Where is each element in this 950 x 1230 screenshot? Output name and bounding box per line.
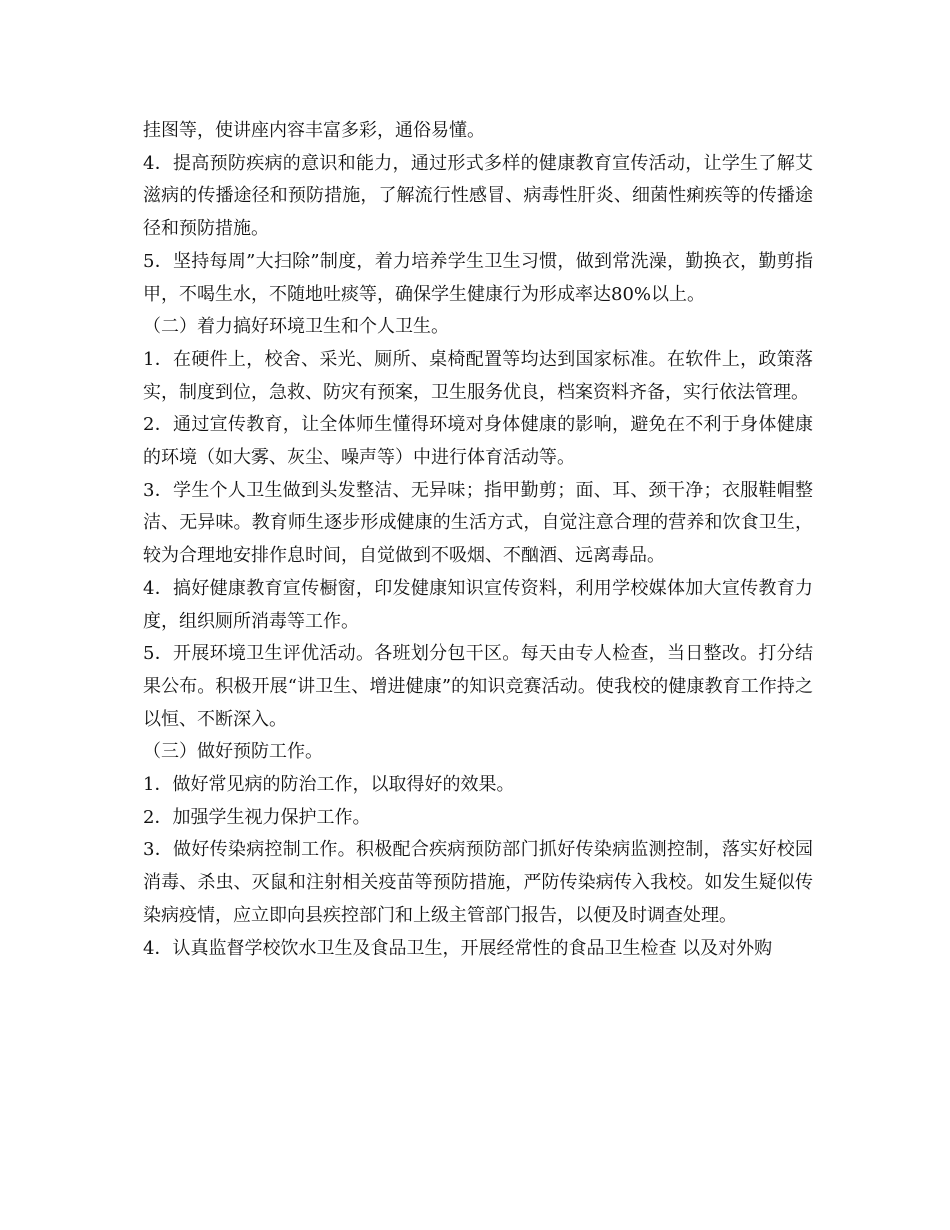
paragraph-hygiene-evaluation: 5．开展环境卫生评优活动。各班划分包干区。每天由专人检查，当日整改。打分结果公布。积极开展“讲卫生、增进健康”的知识竞赛活动。使我校的健康教育工作持之以恒、不断深入。 xyxy=(143,643,813,730)
document-body xyxy=(143,115,813,965)
paragraph-infectious-control: 3．做好传染病控制工作。积极配合疾病预防部门抓好传染病监测控制，落实好校园消毒、杀虫、灭鼠和注射相关疫苗等预防措施，严防传染病传入我校。如发生疑似传染病疫情，应立即向县疾控部门和上级主管部门报告，以便及时调查处理。 xyxy=(143,839,813,926)
paragraph-weekly-cleaning: 5．坚持每周”大扫除”制度，着力培养学生卫生习惯，做到常洗澡，勤换衣，勤剪指甲，不喝生水，不随地吐痰等，确保学生健康行为形成率达80%以上。 xyxy=(143,250,813,305)
paragraph-lecture-content: 挂图等，使讲座内容丰富多彩，通俗易懂。 xyxy=(143,120,485,141)
paragraph-disease-prevention: 4．提高预防疾病的意识和能力，通过形式多样的健康教育宣传活动，让学生了解艾滋病的传播途径和预防措施，了解流行性感冒、病毒性肝炎、细菌性痢疾等的传播途径和预防措施。 xyxy=(143,152,813,240)
section-heading-environment-hygiene: （二）着力搞好环境卫生和个人卫生。 xyxy=(143,316,449,338)
paragraph-common-disease: 1．做好常见病的防治工作，以取得好的效果。 xyxy=(143,774,515,796)
paragraph-vision-protection: 2．加强学生视力保护工作。 xyxy=(143,806,371,828)
paragraph-publicity-window: 4．搞好健康教育宣传橱窗，印发健康知识宣传资料，利用学校媒体加大宣传教育力度，组织厕所消毒等工作。 xyxy=(143,577,813,632)
paragraph-food-water-hygiene: 4．认真监督学校饮水卫生及食品卫生，开展经常性的食品卫生检查 以及对外购 xyxy=(143,937,773,959)
section-heading-prevention-work: （三）做好预防工作。 xyxy=(143,741,323,763)
paragraph-personal-hygiene: 3．学生个人卫生做到头发整洁、无异味；指甲勤剪；面、耳、颈干净；衣服鞋帽整洁、无异味。教育师生逐步形成健康的生活方式，自觉注意合理的营养和饮食卫生，较为合理地安排作息时间，自觉做到不吸烟、不酗酒、远离毒品。 xyxy=(143,479,813,567)
paragraph-hardware-software: 1．在硬件上，校舍、采光、厕所、桌椅配置等均达到国家标准。在软件上，政策落实，制度到位，急救、防灾有预案，卫生服务优良，档案资料齐备，实行依法管理。 xyxy=(143,348,813,403)
paragraph-environment-education: 2．通过宣传教育，让全体师生懂得环境对身体健康的影响，避免在不利于身体健康的环境（如大雾、灰尘、噪声等）中进行体育活动等。 xyxy=(143,414,813,469)
